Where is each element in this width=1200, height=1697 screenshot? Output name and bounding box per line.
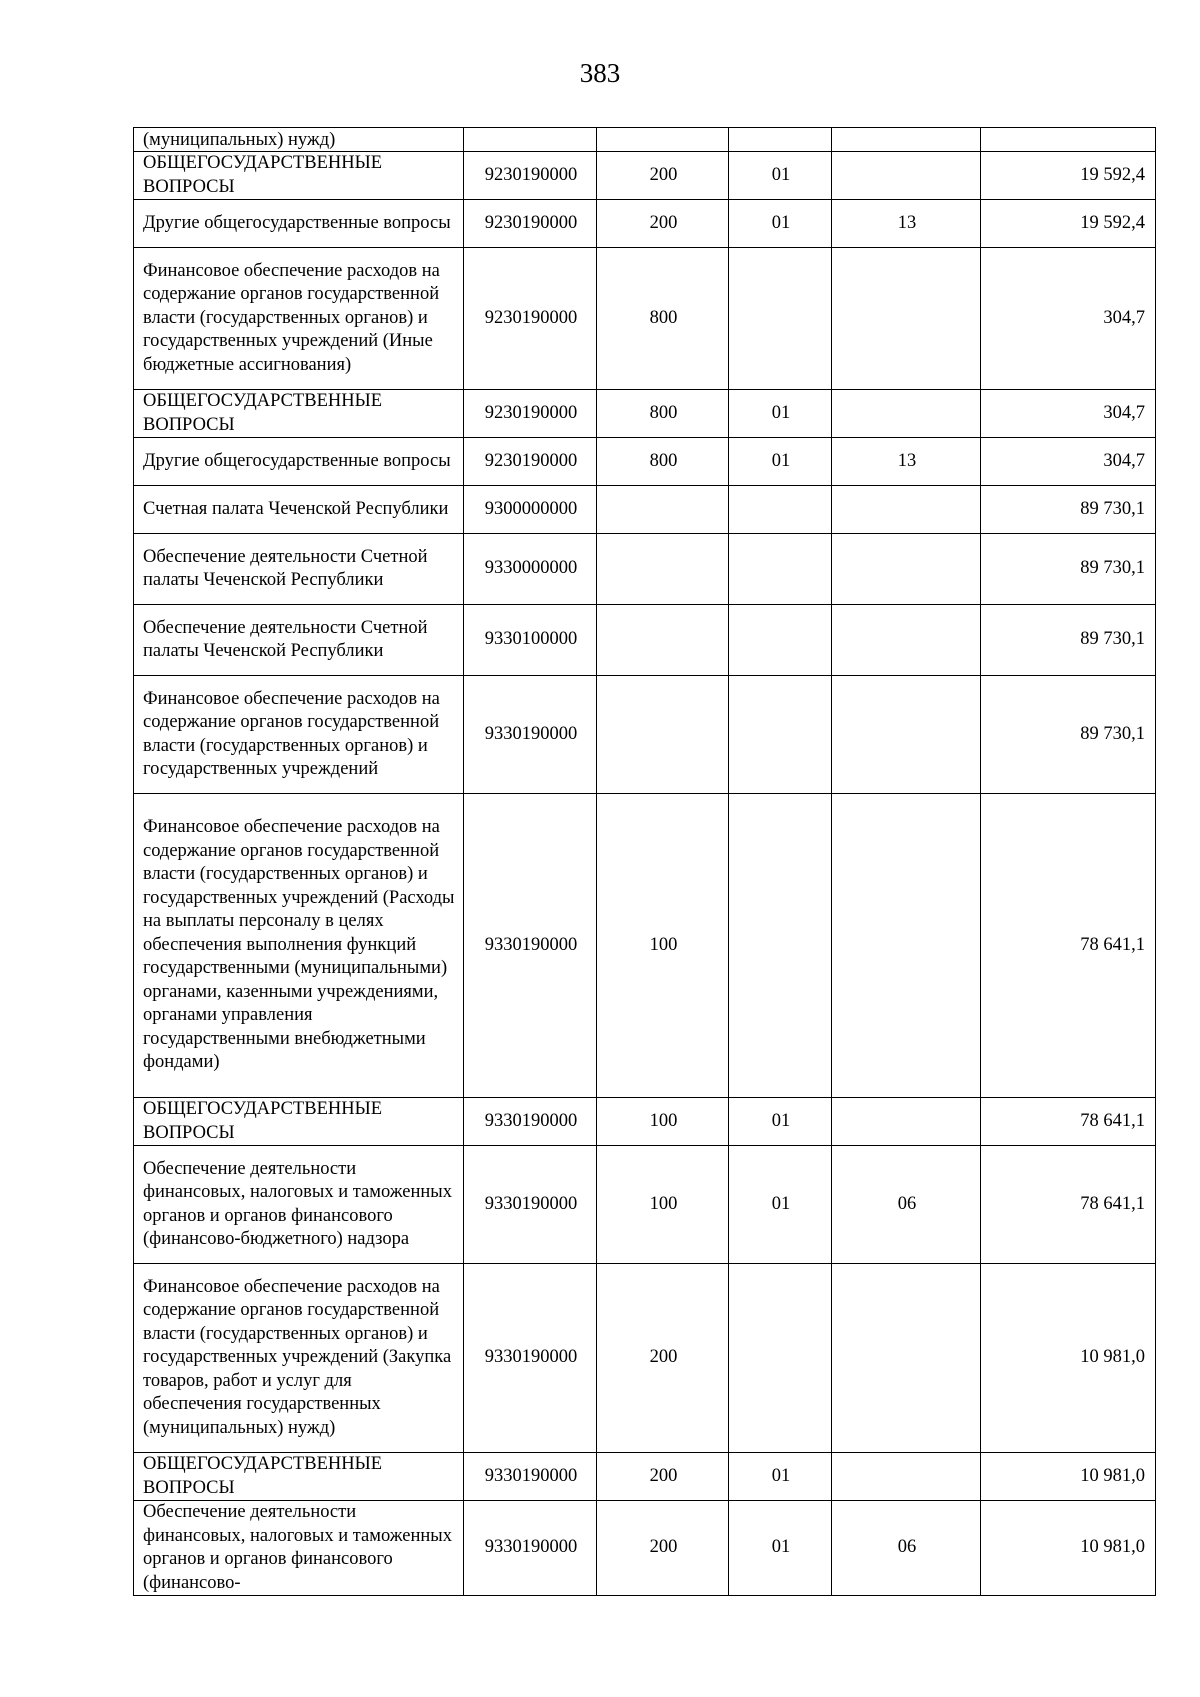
row-expense-type: 200 bbox=[597, 152, 729, 200]
row-subsection bbox=[832, 1264, 981, 1453]
row-subsection bbox=[832, 605, 981, 676]
table-row bbox=[134, 1501, 1156, 1596]
row-subsection bbox=[832, 128, 981, 152]
row-subsection bbox=[832, 486, 981, 534]
row-expense-type: 200 bbox=[597, 1264, 729, 1453]
row-amount: 304,7 bbox=[981, 390, 1156, 438]
row-subsection bbox=[832, 248, 981, 390]
row-target-code: 9330000000 bbox=[464, 534, 597, 605]
table-row bbox=[134, 128, 1156, 152]
row-amount: 10 981,0 bbox=[981, 1501, 1156, 1596]
row-subsection bbox=[832, 1453, 981, 1501]
row-name: Обеспечение деятельности Счетной палаты Чеченской Республики bbox=[134, 534, 464, 605]
row-name: Обеспечение деятельности финансовых, налоговых и таможенных органов и органов финансового (финансово-бюджетного) надзора bbox=[134, 1146, 464, 1264]
row-target-code: 9230190000 bbox=[464, 390, 597, 438]
row-target-code: 9230190000 bbox=[464, 248, 597, 390]
row-expense-type: 800 bbox=[597, 438, 729, 486]
row-amount: 89 730,1 bbox=[981, 486, 1156, 534]
row-expense-type bbox=[597, 128, 729, 152]
row-amount: 89 730,1 bbox=[981, 534, 1156, 605]
row-amount: 304,7 bbox=[981, 248, 1156, 390]
row-section: 01 bbox=[729, 1453, 832, 1501]
row-expense-type: 200 bbox=[597, 1501, 729, 1596]
table-row bbox=[134, 486, 1156, 534]
row-target-code: 9330190000 bbox=[464, 1453, 597, 1501]
row-section bbox=[729, 248, 832, 390]
row-amount: 10 981,0 bbox=[981, 1453, 1156, 1501]
row-expense-type: 800 bbox=[597, 390, 729, 438]
row-name: Финансовое обеспечение расходов на содержание органов государственной власти (государственных органов) и государственных учреждений (Закупка товаров, работ и услуг для обеспечения государственных (муниципальных) нужд) bbox=[134, 1264, 464, 1453]
page-number: 383 bbox=[579, 58, 621, 88]
row-amount: 10 981,0 bbox=[981, 1264, 1156, 1453]
row-target-code: 9330100000 bbox=[464, 605, 597, 676]
table-row bbox=[134, 1264, 1156, 1453]
row-subsection: 13 bbox=[832, 438, 981, 486]
row-name: Другие общегосударственные вопросы bbox=[134, 200, 464, 248]
row-expense-type: 200 bbox=[597, 1453, 729, 1501]
row-name: ОБЩЕГОСУДАРСТВЕННЫЕ ВОПРОСЫ bbox=[134, 1098, 464, 1146]
table-row bbox=[134, 152, 1156, 200]
row-subsection: 06 bbox=[832, 1501, 981, 1596]
row-amount: 304,7 bbox=[981, 438, 1156, 486]
table-row bbox=[134, 1453, 1156, 1501]
row-amount: 19 592,4 bbox=[981, 152, 1156, 200]
row-subsection: 13 bbox=[832, 200, 981, 248]
table-row bbox=[134, 390, 1156, 438]
row-section: 01 bbox=[729, 390, 832, 438]
row-expense-type bbox=[597, 605, 729, 676]
row-expense-type: 200 bbox=[597, 200, 729, 248]
row-expense-type bbox=[597, 676, 729, 794]
row-amount: 78 641,1 bbox=[981, 1146, 1156, 1264]
row-name: Финансовое обеспечение расходов на содержание органов государственной власти (государственных органов) и государственных учреждений bbox=[134, 676, 464, 794]
row-subsection: 06 bbox=[832, 1146, 981, 1264]
row-section bbox=[729, 486, 832, 534]
row-amount: 19 592,4 bbox=[981, 200, 1156, 248]
row-name: (муниципальных) нужд) bbox=[134, 128, 464, 152]
row-name: Счетная палата Чеченской Республики bbox=[134, 486, 464, 534]
table-row bbox=[134, 1098, 1156, 1146]
table-row bbox=[134, 605, 1156, 676]
row-section bbox=[729, 794, 832, 1098]
row-section: 01 bbox=[729, 438, 832, 486]
row-expense-type: 100 bbox=[597, 794, 729, 1098]
row-name: Обеспечение деятельности финансовых, налоговых и таможенных органов и органов финансового (финансово- bbox=[134, 1501, 464, 1596]
row-expense-type bbox=[597, 486, 729, 534]
row-section: 01 bbox=[729, 200, 832, 248]
row-target-code: 9330190000 bbox=[464, 1098, 597, 1146]
row-amount: 78 641,1 bbox=[981, 794, 1156, 1098]
row-subsection bbox=[832, 534, 981, 605]
row-name: ОБЩЕГОСУДАРСТВЕННЫЕ ВОПРОСЫ bbox=[134, 152, 464, 200]
row-subsection bbox=[832, 1098, 981, 1146]
row-target-code: 9330190000 bbox=[464, 1501, 597, 1596]
row-name: ОБЩЕГОСУДАРСТВЕННЫЕ ВОПРОСЫ bbox=[134, 1453, 464, 1501]
row-section: 01 bbox=[729, 152, 832, 200]
row-expense-type: 800 bbox=[597, 248, 729, 390]
table-row bbox=[134, 200, 1156, 248]
row-target-code: 9230190000 bbox=[464, 438, 597, 486]
table-row bbox=[134, 794, 1156, 1098]
row-name: Финансовое обеспечение расходов на содержание органов государственной власти (государственных органов) и государственных учреждений (Иные бюджетные ассигнования) bbox=[134, 248, 464, 390]
row-amount bbox=[981, 128, 1156, 152]
table-row bbox=[134, 534, 1156, 605]
row-subsection bbox=[832, 794, 981, 1098]
row-expense-type: 100 bbox=[597, 1146, 729, 1264]
row-amount: 89 730,1 bbox=[981, 676, 1156, 794]
row-section bbox=[729, 605, 832, 676]
table-row bbox=[134, 1146, 1156, 1264]
row-section bbox=[729, 534, 832, 605]
row-section bbox=[729, 676, 832, 794]
row-section: 01 bbox=[729, 1146, 832, 1264]
row-name: ОБЩЕГОСУДАРСТВЕННЫЕ ВОПРОСЫ bbox=[134, 390, 464, 438]
row-name: Обеспечение деятельности Счетной палаты Чеченской Республики bbox=[134, 605, 464, 676]
row-expense-type: 100 bbox=[597, 1098, 729, 1146]
table-row bbox=[134, 676, 1156, 794]
row-target-code: 9300000000 bbox=[464, 486, 597, 534]
row-target-code: 9330190000 bbox=[464, 794, 597, 1098]
row-expense-type bbox=[597, 534, 729, 605]
row-amount: 78 641,1 bbox=[981, 1098, 1156, 1146]
row-target-code: 9230190000 bbox=[464, 152, 597, 200]
row-section: 01 bbox=[729, 1098, 832, 1146]
row-section: 01 bbox=[729, 1501, 832, 1596]
row-name: Финансовое обеспечение расходов на содержание органов государственной власти (государственных органов) и государственных учреждений (Расходы на выплаты персоналу в целях обеспечения выполнения функций государственными (муниципальными) органами, казенными учреждениями, органами управления государственными внебюджетными фондами) bbox=[134, 794, 464, 1098]
row-name: Другие общегосударственные вопросы bbox=[134, 438, 464, 486]
row-subsection bbox=[832, 390, 981, 438]
table-row bbox=[134, 248, 1156, 390]
row-target-code: 9230190000 bbox=[464, 200, 597, 248]
row-section bbox=[729, 128, 832, 152]
row-section bbox=[729, 1264, 832, 1453]
budget-table bbox=[133, 127, 1156, 1596]
row-subsection bbox=[832, 152, 981, 200]
row-target-code: 9330190000 bbox=[464, 1146, 597, 1264]
table-row bbox=[134, 438, 1156, 486]
row-subsection bbox=[832, 676, 981, 794]
row-amount: 89 730,1 bbox=[981, 605, 1156, 676]
row-target-code bbox=[464, 128, 597, 152]
row-target-code: 9330190000 bbox=[464, 1264, 597, 1453]
row-target-code: 9330190000 bbox=[464, 676, 597, 794]
